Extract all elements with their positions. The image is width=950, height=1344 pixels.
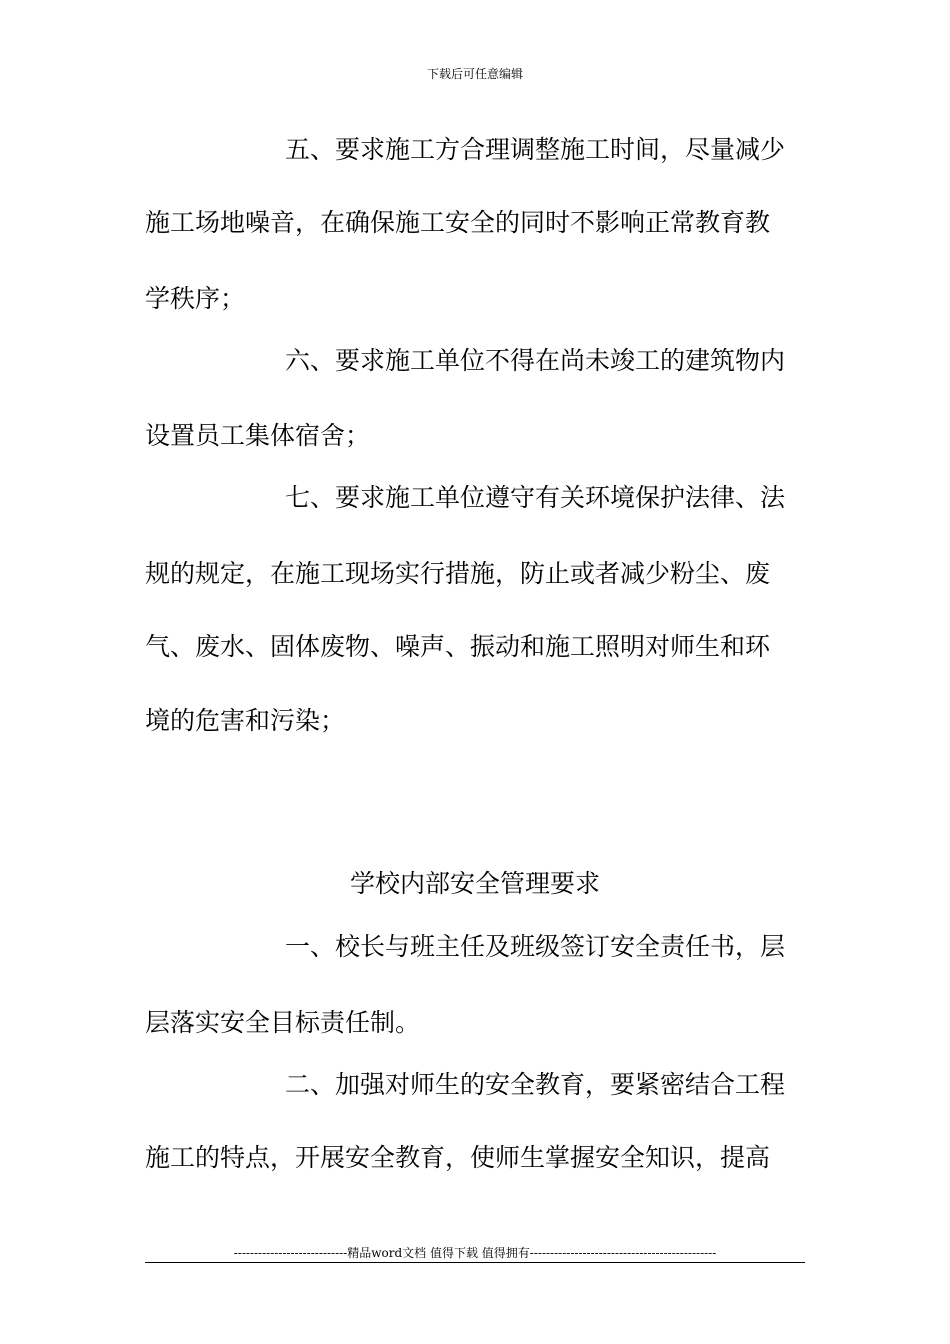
- paragraph-7-line-3: 气、废水、固体废物、噪声、振动和施工照明对师生和环: [145, 632, 771, 661]
- footer-note: ----------------------------精品word文档 值得下载 值得拥有----------------------------------------------: [233, 1246, 717, 1260]
- paragraph-7-line-4: 境的危害和污染；: [145, 706, 346, 735]
- paragraph-7-line-2: 规的规定，在施工现场实行措施，防止或者减少粉尘、废: [145, 559, 771, 588]
- paragraph-5-line-3: 学秩序；: [145, 284, 246, 313]
- section-heading: 学校内部安全管理要求: [349, 869, 600, 898]
- footer-divider: [145, 1262, 805, 1263]
- paragraph-6-line-2: 设置员工集体宿舍；: [145, 421, 371, 450]
- item-2-line-2: 施工的特点，开展安全教育，使师生掌握安全知识，提高: [145, 1143, 771, 1172]
- paragraph-5-line-1: 五、要求施工方合理调整施工时间，尽量减少: [285, 135, 786, 164]
- paragraph-7-line-1: 七、要求施工单位遵守有关环境保护法律、法: [285, 483, 786, 512]
- header-note: 下载后可任意编辑: [426, 67, 523, 81]
- paragraph-5-line-2: 施工场地噪音，在确保施工安全的同时不影响正常教育教: [145, 208, 771, 237]
- paragraph-6-line-1: 六、要求施工单位不得在尚未竣工的建筑物内: [285, 346, 786, 375]
- item-2-line-1: 二、加强对师生的安全教育，要紧密结合工程: [285, 1070, 786, 1099]
- item-1-line-2: 层落实安全目标责任制。: [145, 1008, 421, 1037]
- item-1-line-1: 一、校长与班主任及班级签订安全责任书，层: [285, 932, 786, 961]
